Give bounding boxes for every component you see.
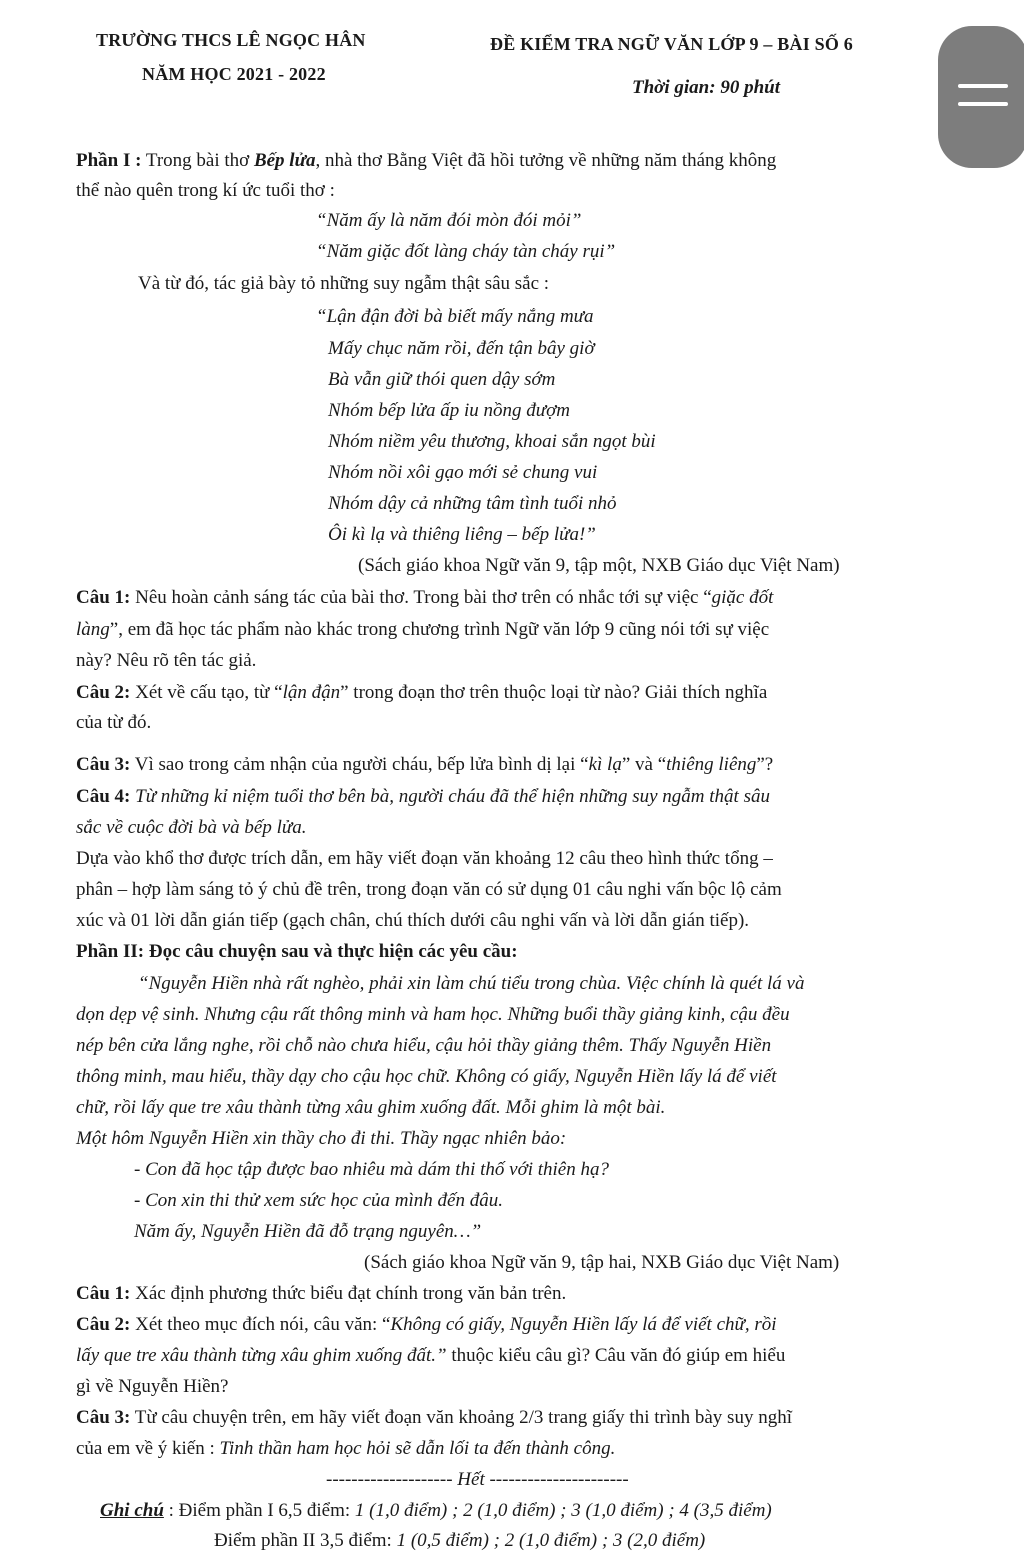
story-line: thông minh, mau hiểu, thầy dạy cho cậu học chữ. Không có giấy, Nguyễn Hiền lấy lá để viết <box>76 1066 777 1087</box>
stanza-line: Nhóm nồi xôi gạo mới sẻ chung vui <box>328 462 598 483</box>
question-1-line2: làng”, em đã học tác phẩm nào khác trong chương trình Ngữ văn lớp 9 cũng nói tới sự việc <box>76 619 770 640</box>
story-line: “Nguyễn Hiền nhà rất nghèo, phải xin làm chú tiểu trong chùa. Việc chính là quét lá và <box>138 973 805 994</box>
exam-title: ĐỀ KIỂM TRA NGỮ VĂN LỚP 9 – BÀI SỐ 6 <box>490 34 853 54</box>
question-4: Câu 4: Từ những kỉ niệm tuổi thơ bên bà, người cháu đã thể hiện những suy ngẫm thật sâu <box>76 786 770 807</box>
grading-note: Ghi chú : Điểm phần I 6,5 điểm: 1 (1,0 điểm) ; 2 (1,0 điểm) ; 3 (1,0 điểm) ; 4 (3,5 điểm) <box>100 1500 772 1521</box>
story-line: - Con xin thi thử xem sức học của mình đến đâu. <box>134 1190 503 1211</box>
question-2: Câu 2: Xét về cấu tạo, từ “lận đận” trong đoạn thơ trên thuộc loại từ nào? Giải thích nghĩa <box>76 682 768 703</box>
stanza-line: Nhóm bếp lửa ấp iu nồng đượm <box>328 400 570 421</box>
drag-handle-icon <box>958 102 1008 106</box>
drag-handle-icon <box>958 84 1008 88</box>
part2-question-3-line2: của em về ý kiến : Tinh thần ham học hỏi sẽ dẫn lối ta đến thành công. <box>76 1438 616 1459</box>
story-line: nép bên cửa lắng nghe, rồi chỗ nào chưa hiểu, cậu hỏi thầy giảng thêm. Thấy Nguyễn Hiền <box>76 1035 772 1056</box>
story-line: chữ, rồi lấy que tre xâu thành từng xâu ghim xuống đất. Mỗi ghim là một bài. <box>76 1097 666 1118</box>
stanza-line: Mấy chục năm rồi, đến tận bây giờ <box>328 338 595 359</box>
part1-intro-line2: thể nào quên trong kí ức tuổi thơ : <box>76 180 335 201</box>
question-3: Câu 3: Vì sao trong cảm nhận của người cháu, bếp lửa bình dị lại “kì lạ” và “thiêng liêng”? <box>76 754 774 775</box>
part2-title: Phần II: Đọc câu chuyện sau và thực hiện các yêu cầu: <box>76 941 518 962</box>
stanza-line: Bà vẫn giữ thói quen dậy sớm <box>328 369 556 390</box>
stanza-line: Nhóm dậy cả những tâm tình tuổi nhỏ <box>328 493 617 514</box>
part2-question-2: Câu 2: Xét theo mục đích nói, câu văn: “Không có giấy, Nguyễn Hiền lấy lá để viết chữ, rồi <box>76 1314 777 1335</box>
story-line: Một hôm Nguyễn Hiền xin thầy cho đi thi. Thầy ngạc nhiên bảo: <box>76 1128 567 1149</box>
question-1-line3: này? Nêu rõ tên tác giả. <box>76 650 257 671</box>
story-line: - Con đã học tập được bao nhiêu mà dám thi thố với thiên hạ? <box>134 1159 609 1180</box>
stanza-line: Ôi kì lạ và thiêng liêng – bếp lửa!” <box>328 524 596 545</box>
task-line: Dựa vào khổ thơ được trích dẫn, em hãy viết đoạn văn khoảng 12 câu theo hình thức tổng – <box>76 848 773 869</box>
question-2-line2: của từ đó. <box>76 712 152 733</box>
task-line: xúc và 01 lời dẫn gián tiếp (gạch chân, chú thích dưới câu nghi vấn và lời dẫn gián tiếp). <box>76 910 750 931</box>
quote-line: “Năm giặc đốt làng cháy tàn cháy rụi” <box>316 241 616 262</box>
stanza-line: Nhóm niềm yêu thương, khoai sắn ngọt bùi <box>328 431 656 452</box>
exam-time: Thời gian: 90 phút <box>632 77 780 98</box>
end-marker: -------------------- Hết ---------------------- <box>326 1469 629 1490</box>
quote-line: “Năm ấy là năm đói mòn đói mỏi” <box>316 210 582 231</box>
part2-question-3: Câu 3: Từ câu chuyện trên, em hãy viết đoạn văn khoảng 2/3 trang giấy thi trình bày suy nghĩ <box>76 1407 792 1428</box>
source-citation: (Sách giáo khoa Ngữ văn 9, tập một, NXB Giáo dục Việt Nam) <box>358 555 840 576</box>
task-line: phân – hợp làm sáng tỏ ý chủ đề trên, trong đoạn văn có sử dụng 01 câu nghi vấn bộc lộ cảm <box>76 879 782 900</box>
part2-question-1: Câu 1: Xác định phương thức biểu đạt chính trong văn bản trên. <box>76 1283 567 1304</box>
scroll-handle[interactable] <box>938 26 1024 168</box>
school-year: NĂM HỌC 2021 - 2022 <box>142 64 326 84</box>
part2-question-2-line3: gì về Nguyễn Hiền? <box>76 1376 229 1397</box>
grading-note-line2: Điểm phần II 3,5 điểm: 1 (0,5 điểm) ; 2 (1,0 điểm) ; 3 (2,0 điểm) <box>214 1530 706 1551</box>
story-line: dọn dẹp vệ sinh. Nhưng cậu rất thông minh và ham học. Những buổi thầy giảng kinh, cậu đều <box>76 1004 790 1025</box>
stanza-line: “Lận đận đời bà biết mấy nắng mưa <box>316 306 594 327</box>
transition-text: Và từ đó, tác giả bày tỏ những suy ngẫm thật sâu sắc : <box>138 273 550 294</box>
question-1: Câu 1: Nêu hoàn cảnh sáng tác của bài thơ. Trong bài thơ trên có nhắc tới sự việc “giặc đốt <box>76 587 774 608</box>
part2-question-2-line2: lấy que tre xâu thành từng xâu ghim xuống đất.” thuộc kiểu câu gì? Câu văn đó giúp em hiểu <box>76 1345 786 1366</box>
story-line: Năm ấy, Nguyễn Hiền đã đỗ trạng nguyên…” <box>134 1221 482 1242</box>
question-4-line2: sắc về cuộc đời bà và bếp lửa. <box>76 817 307 838</box>
source-citation: (Sách giáo khoa Ngữ văn 9, tập hai, NXB Giáo dục Việt Nam) <box>364 1252 840 1273</box>
school-name: TRƯỜNG THCS LÊ NGỌC HÂN <box>96 30 366 50</box>
part1-intro: Phần I : Trong bài thơ Bếp lửa, nhà thơ Bằng Việt đã hồi tưởng về những năm tháng không <box>76 150 777 171</box>
